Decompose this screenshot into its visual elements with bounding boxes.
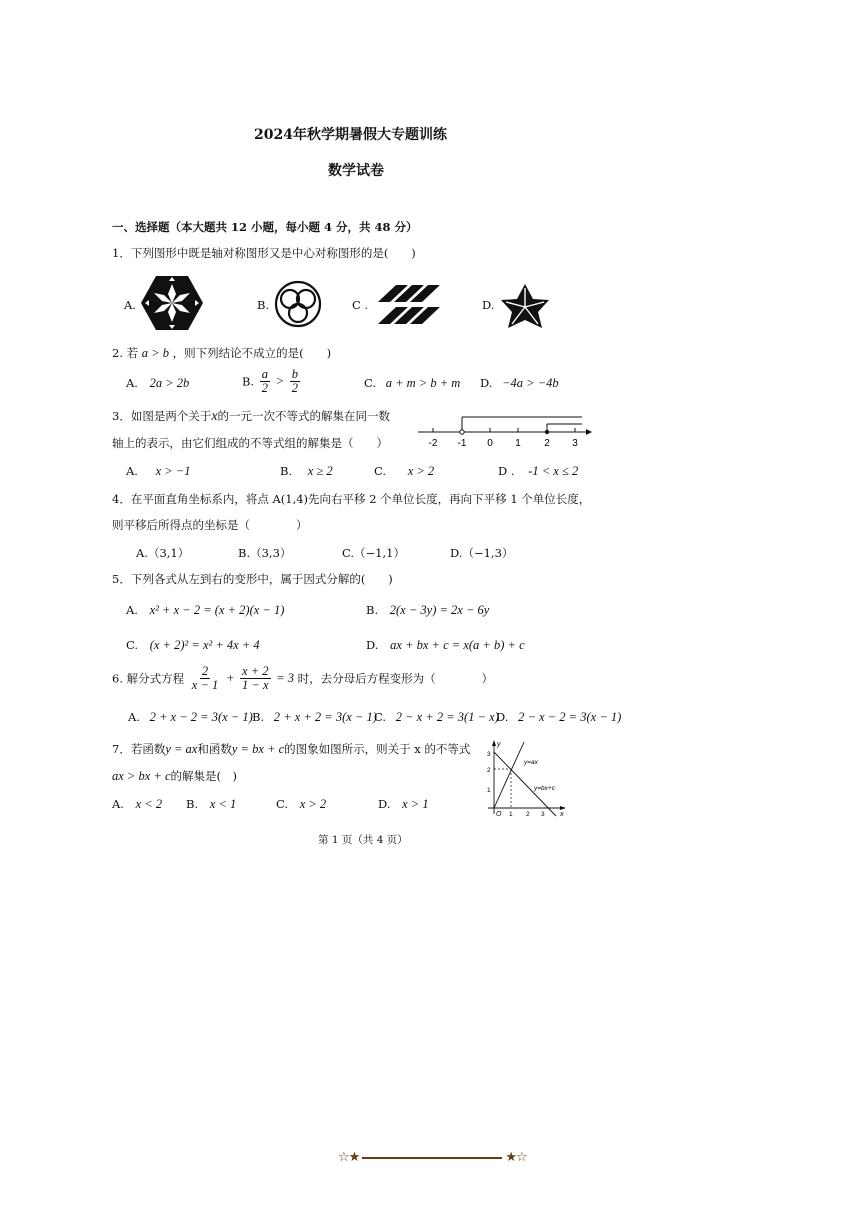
q7-option-c-math: x > 2 [299, 797, 327, 811]
star-icon-left: ☆★ [338, 1150, 360, 1165]
q7-math-2: y = bx + c [231, 742, 285, 756]
q2-option-c-label: C. [364, 376, 377, 390]
q7-option-a-label: A. [112, 797, 124, 811]
q6-option-d [496, 710, 621, 725]
q6-option-a-math: 2 + x − 2 = 3(x − 1) [149, 710, 253, 724]
q1-option-d-label: D. [482, 298, 495, 312]
q6-fraction-2: $\frac{x + 2}{1 - x}$ [242, 664, 269, 693]
graph-line-label-ax: y=ax [524, 759, 538, 766]
q3-option-b [280, 464, 333, 479]
question-4-line1: 4．在平面直角坐标系内，将点 A(1,4)先向右平移 2 个单位长度，再向下平移 1 个单位长度， [112, 492, 591, 506]
q4-option-b: B.（3,3） [238, 546, 292, 560]
q5-option-d-label: D. [366, 638, 379, 652]
star-icon-right: ★☆ [505, 1150, 527, 1165]
q4-option-a: A.（3,1） [136, 546, 190, 560]
q7-option-d-math: x > 1 [402, 797, 429, 811]
q2-option-c-math: a + m > b + m [385, 376, 461, 390]
q3-stem-x: x [211, 409, 218, 424]
q6-option-d-label: D. [496, 710, 509, 724]
parallelograms-figure [378, 285, 440, 325]
tick-label-neg1: -1 [457, 438, 467, 449]
q5-option-b-label: B. [366, 603, 379, 617]
q2-option-b [242, 368, 302, 395]
q3-option-d-label: D . [498, 464, 515, 478]
tick-label-2: 2 [544, 438, 550, 449]
q3-option-c [374, 464, 434, 479]
q5-option-a-math: x² + x − 2 = (x + 2)(x − 1) [149, 603, 285, 617]
exam-subtitle: 数学试卷 [328, 163, 384, 179]
q2-option-b-label: B. [242, 374, 255, 389]
q5-option-b [366, 603, 489, 618]
q2-stem-post: ，则下列结论不成立的是( ) [172, 346, 332, 360]
q6-stem-pre: 6. 解分式方程 [112, 671, 185, 686]
q7-option-b-label: B. [186, 797, 199, 811]
q7-option-c-label: C. [276, 797, 289, 811]
pentagon-star-figure [500, 283, 550, 329]
q6-option-b-math: 2 + x + 2 = 3(x − 1) [273, 710, 377, 724]
q1-option-c-label: C . [352, 298, 369, 312]
page-number: 第 1 页（共 4 页） [318, 834, 408, 846]
q2-option-d-math: −4a > −4b [502, 376, 559, 390]
q6-option-b-label: B. [252, 710, 265, 724]
q7-option-d [378, 797, 429, 812]
graph-y-tick-2: 2 [487, 767, 491, 774]
graph-y-tick-1: 1 [487, 787, 491, 794]
question-6-stem [112, 665, 493, 692]
q3-option-b-label: B. [280, 464, 293, 478]
q6-option-a-label: A. [128, 710, 140, 724]
q5-option-a [126, 603, 284, 618]
q7-text-b: 和函数 [197, 742, 232, 756]
q5-option-b-math: 2(x − 3y) = 2x − 6y [389, 603, 490, 617]
q4-option-d: D.（−1,3） [450, 546, 514, 560]
tick-label-0: 0 [487, 438, 493, 449]
q2-option-c [364, 376, 460, 391]
q7-option-a [112, 797, 162, 812]
q5-option-c-label: C. [126, 638, 139, 652]
q5-option-c-math: (x + 2)² = x² + 4x + 4 [149, 638, 260, 652]
q7-option-b-math: x < 1 [209, 797, 237, 811]
section-heading: 一、选择题（本大题共 12 小题，每小题 4 分，共 48 分） [112, 220, 418, 234]
q2-option-a-label: A. [126, 376, 138, 390]
question-3-stem-line1 [112, 408, 390, 425]
question-7-line2 [112, 768, 237, 784]
graph-y-axis-label: y [497, 741, 501, 748]
linear-functions-graph [482, 738, 566, 818]
q2-option-a [126, 376, 189, 391]
q3-option-c-label: C. [374, 464, 387, 478]
q3-option-a-math: x > −1 [155, 464, 191, 478]
graph-line-label-bxc: y=bx+c [534, 785, 555, 792]
q6-option-c-label: C. [374, 710, 387, 724]
q7-text-a: 7．若函数 [112, 742, 166, 756]
q4-option-c: C.（−1,1） [342, 546, 405, 560]
q7-option-c [276, 797, 326, 812]
graph-y-tick-3: 3 [487, 751, 491, 758]
graph-x-tick-1: 1 [509, 811, 513, 818]
q7-text-c: 的图象如图所示，则关于 x 的不等式 [284, 742, 471, 756]
q7-option-b [186, 797, 236, 812]
question-4-line2: 则平移后所得点的坐标是（ ） [112, 518, 308, 532]
q3-option-c-math: x > 2 [407, 464, 435, 478]
q6-stem-post: 时，去分母后方程变形为（ ） [297, 671, 494, 686]
number-line-figure [416, 414, 592, 450]
q6-option-c-math: 2 − x + 2 = 3(1 − x) [395, 710, 499, 724]
q6-option-d-math: 2 − x − 2 = 3(x − 1) [518, 710, 622, 724]
graph-origin-label: O [496, 811, 502, 818]
q7-option-d-label: D. [378, 797, 391, 811]
q2-stem-pre: 2. 若 [112, 346, 139, 360]
tick-label-1: 1 [515, 438, 521, 449]
q6-option-a [128, 710, 253, 725]
graph-x-tick-2: 2 [526, 811, 530, 818]
q5-option-a-label: A. [126, 603, 138, 617]
q5-option-d [366, 638, 525, 653]
q6-equals: = 3 [276, 671, 294, 686]
q7-option-a-math: x < 2 [135, 797, 163, 811]
question-5-stem: 5．下列各式从左到右的变形中，属于因式分解的( ) [112, 572, 393, 586]
q2-option-d [480, 376, 559, 391]
q5-option-d-math: ax + bx + c = x(a + b) + c [390, 638, 525, 652]
tick-label-neg2: -2 [428, 438, 438, 449]
decorative-divider [338, 1150, 527, 1165]
q2-b-op: > [275, 374, 285, 389]
q1-option-a-label: A. [124, 298, 136, 312]
q3-stem-pre: 3．如图是两个关于 [112, 409, 212, 423]
q3-option-d-math: -1 < x ≤ 2 [528, 464, 579, 478]
q2-stem-math: a > b [141, 346, 169, 360]
exam-title: 2024年秋学期暑假大专题训练 [254, 127, 447, 143]
q2-option-a-math: 2a > 2b [149, 376, 190, 390]
q3-option-d [498, 464, 578, 479]
question-7-line1 [112, 741, 470, 757]
tick-label-3: 3 [572, 438, 578, 449]
q5-option-c [126, 638, 260, 653]
graph-x-axis-label: x [560, 811, 564, 818]
q6-fraction-1: $\frac{2}{x - 1}$ [191, 664, 219, 693]
q2-option-d-label: D. [480, 376, 493, 390]
graph-x-tick-3: 3 [541, 811, 545, 818]
divider-line [362, 1157, 502, 1159]
q2-b-fraction-1: $\frac{a}{2}$ [261, 367, 269, 396]
question-1-stem: 1．下列图形中既是轴对称图形又是中心对称图形的是( ) [112, 246, 416, 260]
three-circles-figure [272, 280, 324, 328]
q7-math-1: y = ax [165, 742, 198, 756]
q7-math-3: ax > bx + c [112, 769, 171, 783]
q3-option-b-math: x ≥ 2 [307, 464, 333, 478]
q3-stem-post: 的一元一次不等式的解集在同一数 [217, 409, 391, 423]
q2-b-fraction-2: $\frac{b}{2}$ [291, 367, 299, 396]
q1-option-b-label: B. [257, 298, 270, 312]
question-3-stem-line2: 轴上的表示，由它们组成的不等式组的解集是（ ） [112, 436, 388, 450]
q6-plus: + [225, 671, 235, 686]
q6-option-c [374, 710, 499, 725]
q3-option-a-label: A. [126, 464, 138, 478]
question-2-stem [112, 345, 331, 361]
q7-text-d: 的解集是( ) [170, 769, 237, 783]
hexagon-snowflake-figure [140, 274, 204, 332]
q6-option-b [252, 710, 377, 725]
q3-option-a [126, 464, 191, 479]
